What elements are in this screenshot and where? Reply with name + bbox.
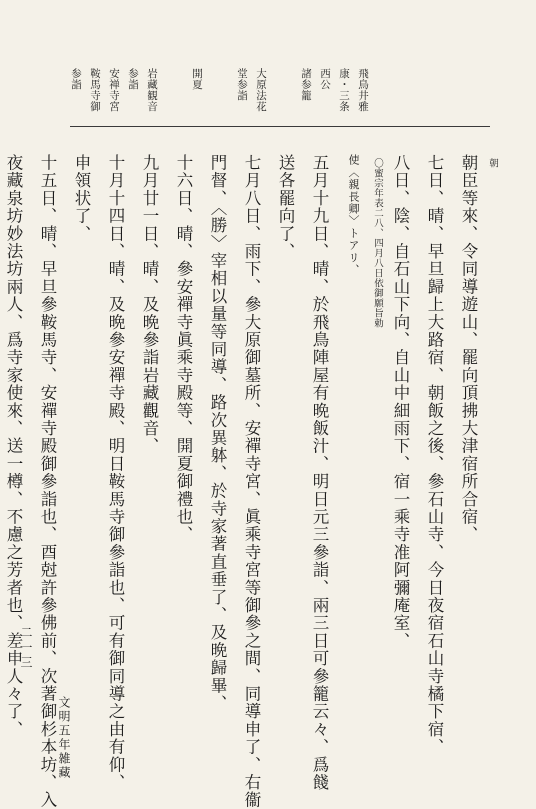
headnote-line: 西公 <box>319 68 331 90</box>
text-column: 七日、晴、早旦歸上大路宿、朝飯之後、參石山寺、今日夜宿石山寺橘下宿、 <box>425 154 444 756</box>
inline-note: 朝 <box>487 158 498 168</box>
text-column: 夜藏泉坊妙法坊兩人、爲寺家使來、送一樽、不慮之芳者也、差申人々了、 <box>4 154 23 739</box>
text-column: 七月八日、雨下、參大原御墓所、安禪寺宮、眞乘寺宮等御參之間、同導申了、右衞 <box>242 154 261 809</box>
headnote-line: 鞍馬寺御 <box>89 68 101 112</box>
text-column: 十五日、晴、早旦參鞍馬寺、安禪寺殿御參詣也、酉尅許參佛前、次著御杉本坊、入 <box>38 154 57 809</box>
text-column: 申領状了、 <box>72 154 91 243</box>
running-title: 文明五年雑藏 <box>57 696 71 780</box>
text-column: 九月廿一日、晴、及晩參詣岩藏觀音、 <box>140 154 159 455</box>
inline-note: 〇蜜宗年表二八、四月八日依御願旨勅 <box>372 158 383 328</box>
headnote-line: 飛鳥井雅 <box>357 68 369 112</box>
headnote-line: 参詣 <box>70 68 82 90</box>
headnote-line: 安禅寺宮 <box>108 68 120 112</box>
headnote-line: 大原法花 <box>255 68 267 112</box>
headnote-block <box>0 68 368 112</box>
text-column: 使〈親長卿〉トアリ、 <box>347 154 360 276</box>
headnote-divider <box>70 126 490 127</box>
page-number: 二一三 <box>19 626 33 671</box>
headnote-line: 開夏 <box>191 68 203 90</box>
text-column: 送各罷向了、 <box>276 154 295 261</box>
text-column: 五月十九日、晴、於飛鳥陣屋有晩飯汁、明日元三參詣、兩三日可參籠云々、爲餞 <box>310 154 329 792</box>
headnote-line: 岩藏観音 <box>146 68 158 112</box>
headnote-line: 堂参詣 <box>236 68 248 101</box>
headnote-line: 諸参籠 <box>300 68 312 101</box>
text-column: 十六日、晴、參安禪寺眞乘寺殿等、開夏御禮也、 <box>174 154 193 544</box>
headnote-line: 参詣 <box>127 68 139 90</box>
text-column: 十月十四日、晴、及晩參安禪寺殿、明日鞍馬寺御參詣也、可有御同導之由有仰、 <box>106 154 125 792</box>
text-column: 朝臣等來、令同導遊山、罷向頂拂大津宿所合宿、 <box>459 154 478 544</box>
headnote-line: 康・三条 <box>338 68 350 112</box>
text-column: 八日、陰、自石山下向、自山中細雨下、宿一乘寺准阿彌庵室、 <box>391 154 410 650</box>
text-column: 門督、〈勝〉宰相以量等同導、路次異躰、於寺家著直垂了、及晩歸畢、 <box>208 154 227 713</box>
